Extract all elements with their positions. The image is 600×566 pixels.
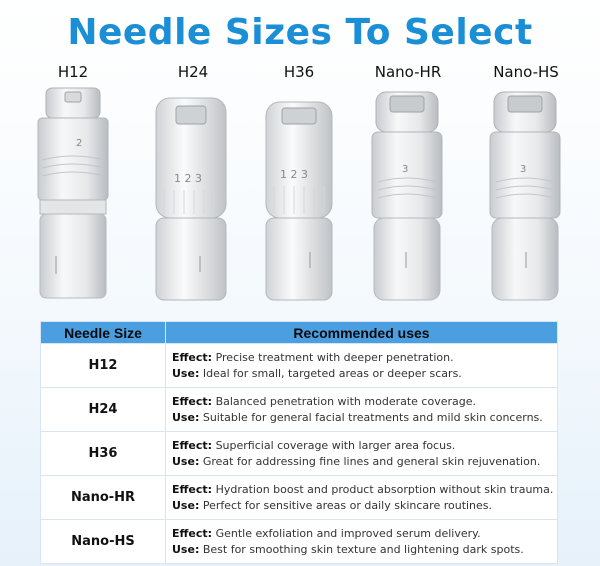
page-title: Needle Sizes To Select [67,12,533,53]
effect-line [172,438,557,454]
needle-size-cell: H36 [41,432,166,476]
cartridge-gallery [0,86,600,308]
use-line [172,410,557,426]
needle-size-cell: H24 [41,388,166,432]
effect-label: Effect: [172,350,213,364]
table-row [41,344,558,388]
table-row [41,476,558,520]
cartridge-label-h36: H36 [283,63,315,81]
needle-size-cell: H12 [41,344,166,388]
cartridge-label-nano-hr: Nano-HR [374,63,442,81]
cartridge-label-h12: H12 [57,63,89,81]
column-header-recommended-uses: Recommended uses [166,322,558,344]
table-header-row [41,322,558,344]
effect-text: Hydration boost and product absorption without skin trauma. [215,482,554,496]
cartridge-h12-image [32,86,114,304]
use-label: Use: [172,498,200,512]
effect-text: Balanced penetration with moderate coverage. [215,394,476,408]
use-line [172,542,557,558]
recommended-uses-cell [166,476,558,520]
effect-line [172,482,557,498]
use-line [172,366,557,382]
use-line [172,454,557,470]
table-row [41,520,558,564]
recommended-uses-cell [166,520,558,564]
effect-line [172,350,557,366]
use-line [172,498,557,514]
cartridge-label-h24: H24 [177,63,209,81]
needle-cartridge-icon [150,86,232,304]
use-label: Use: [172,454,200,468]
use-text: Best for smoothing skin texture and lightening dark spots. [202,542,524,556]
cartridge-labels [0,63,600,83]
use-label: Use: [172,410,200,424]
effect-line [172,526,557,542]
effect-label: Effect: [172,482,213,496]
effect-label: Effect: [172,438,213,452]
effect-text: Precise treatment with deeper penetration. [215,350,454,364]
needle-size-cell: Nano-HR [41,476,166,520]
use-text: Ideal for small, targeted areas or deeper scars. [202,366,462,380]
cartridge-label-nano-hs: Nano-HS [493,63,559,81]
svg-text:1 2 3: 1 2 3 [280,168,308,181]
effect-label: Effect: [172,526,213,540]
use-label: Use: [172,366,200,380]
recommended-uses-cell [166,388,558,432]
cartridge-nano-hr-image [366,86,448,304]
use-text: Suitable for general facial treatments and mild skin concerns. [202,410,543,424]
column-header-needle-size: Needle Size [41,322,166,344]
effect-line [172,394,557,410]
use-text: Perfect for sensitive areas or daily skincare routines. [202,498,493,512]
needle-cartridge-icon [366,86,448,304]
effect-text: Gentle exfoliation and improved serum delivery. [215,526,481,540]
cartridge-h36-image [258,86,340,304]
needle-cartridge-icon [484,86,566,304]
cartridge-nano-hs-image [484,86,566,304]
use-text: Great for addressing fine lines and general skin rejuvenation. [202,454,541,468]
use-label: Use: [172,542,200,556]
needle-size-table [40,321,558,564]
svg-text:3: 3 [520,164,527,175]
table-row [41,432,558,476]
svg-text:1 2 3: 1 2 3 [174,172,202,185]
effect-label: Effect: [172,394,213,408]
svg-text:3: 3 [402,164,409,175]
cartridge-h24-image [150,86,232,304]
needle-cartridge-icon [258,86,340,304]
recommended-uses-cell [166,344,558,388]
table-row [41,388,558,432]
needle-size-cell: Nano-HS [41,520,166,564]
svg-text:2: 2 [76,138,83,149]
recommended-uses-cell [166,432,558,476]
needle-cartridge-icon [32,86,114,304]
effect-text: Superficial coverage with larger area focus. [215,438,456,452]
